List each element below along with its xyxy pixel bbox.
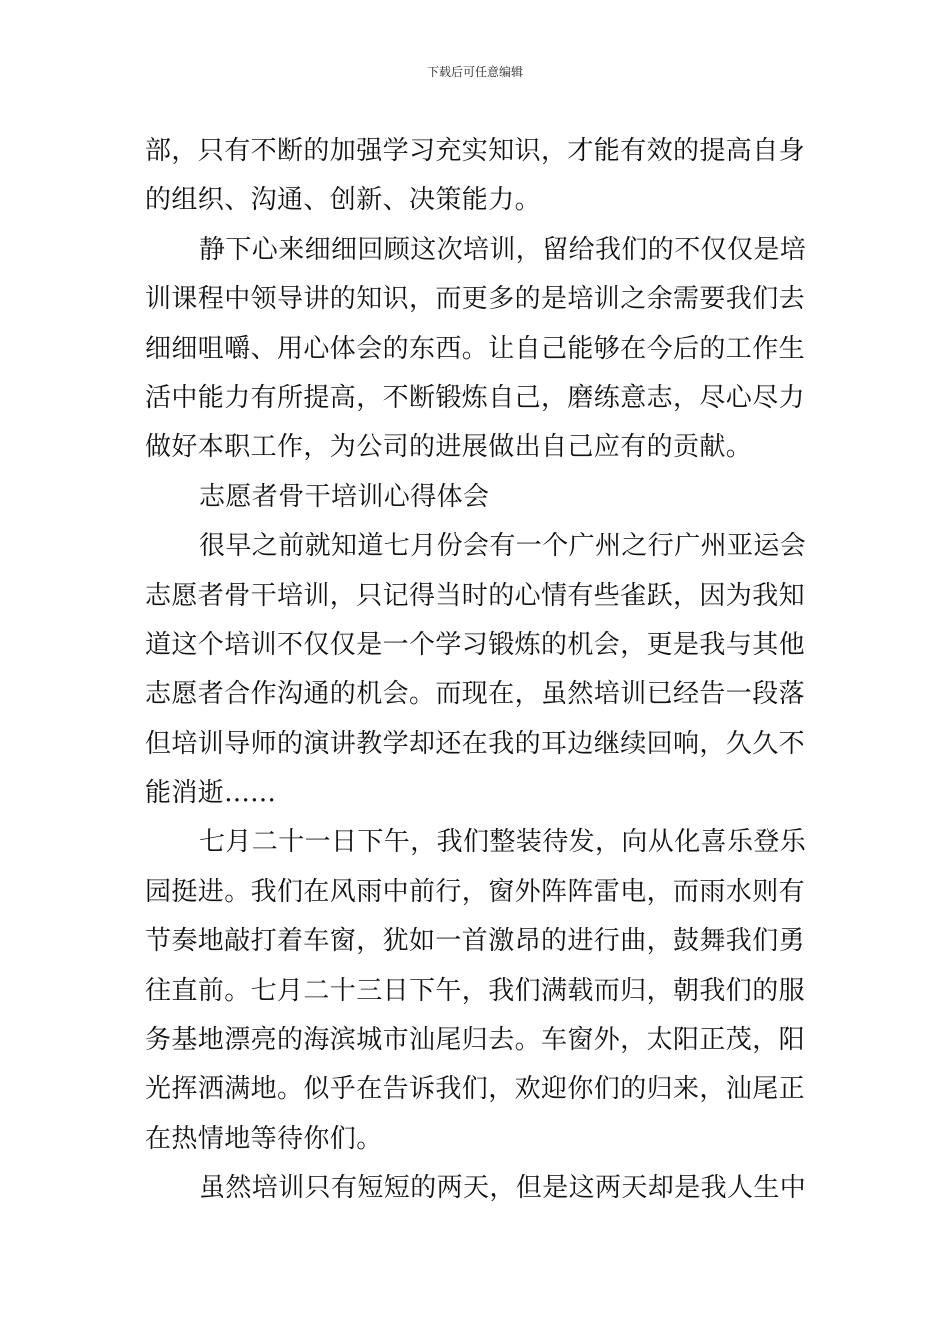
text-line: 道这个培训不仅仅是一个学习锻炼的机会，更是我与其他 (145, 629, 806, 660)
text-line: 往直前。七月二十三日下午，我们满载而归，朝我们的服 (145, 975, 806, 1006)
text-line: 光挥洒满地。似乎在告诉我们，欢迎你们的归来，汕尾正 (145, 1074, 806, 1105)
paragraph-start: 七月二十一日下午，我们整装待发，向从化喜乐登乐 (199, 827, 807, 858)
text-line: 节奏地敲打着车窗，犹如一首激昂的进行曲，鼓舞我们勇 (145, 926, 806, 957)
text-line: 训课程中领导讲的知识，而更多的是培训之余需要我们去 (145, 284, 806, 315)
page-header: 下载后可任意编辑 (426, 65, 523, 79)
text-line: 在热情地等待你们。 (145, 1123, 383, 1154)
text-line: 志愿者骨干培训，只记得当时的心情有些雀跃，因为我知 (145, 580, 806, 611)
section-title: 志愿者骨干培训心得体会 (199, 481, 490, 512)
text-line: 的组织、沟通、创新、决策能力。 (145, 185, 542, 216)
text-line: 部，只有不断的加强学习充实知识，才能有效的提高自身 (145, 136, 806, 166)
paragraph-start: 很早之前就知道七月份会有一个广州之行广州亚运会 (199, 531, 807, 562)
paragraph-start: 虽然培训只有短短的两天，但是这两天却是我人生中 (199, 1173, 807, 1204)
text-line: 能消逝...... (145, 778, 277, 809)
text-line: 细细咀嚼、用心体会的东西。让自己能够在今后的工作生 (145, 333, 806, 364)
text-line: 但培训导师的演讲教学却还在我的耳边继续回响，久久不 (145, 728, 806, 759)
document-body (145, 127, 810, 1214)
text-line: 做好本职工作，为公司的进展做出自己应有的贡献。 (145, 432, 753, 463)
text-line: 志愿者合作沟通的机会。而现在，虽然培训已经告一段落 (145, 679, 806, 710)
text-line: 园挺进。我们在风雨中前行，窗外阵阵雷电，而雨水则有 (145, 876, 806, 907)
paragraph-start: 静下心来细细回顾这次培训，留给我们的不仅仅是培 (199, 234, 807, 265)
text-line: 活中能力有所提高，不断锻炼自己，磨练意志，尽心尽力 (145, 382, 806, 413)
text-line: 务基地漂亮的海滨城市汕尾归去。车窗外，太阳正茂，阳 (145, 1025, 806, 1056)
